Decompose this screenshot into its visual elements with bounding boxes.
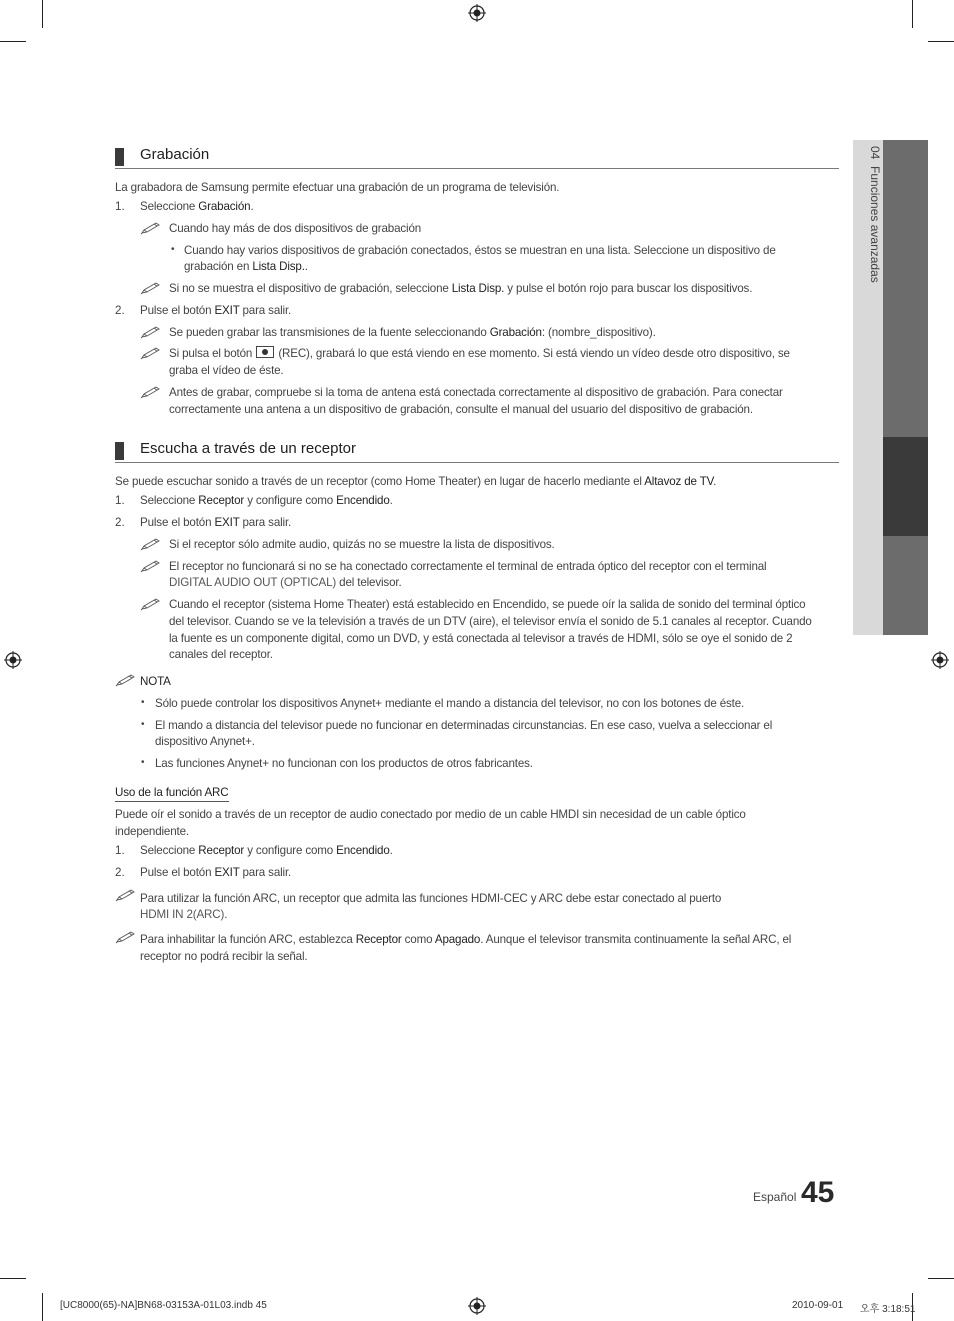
note-text: DIGITAL AUDIO OUT (OPTICAL) del televisor. <box>169 576 402 589</box>
note-text: la fuente es un componente digital, como un DVD, y está conectada al televisor a través de HDMI, sólo se oye el sonido de 2 <box>169 632 793 645</box>
note-text: Si pulsa el botón (REC), grabará lo que está viendo en ese momento. Si está viendo un vídeo desde otro dispositivo, se <box>169 347 790 360</box>
note-text: Se pueden grabar las transmisiones de la fuente seleccionando Grabación: (nombre_dispositivo). <box>169 326 656 339</box>
step-number: 2. <box>115 516 125 529</box>
note-pen-icon <box>115 930 137 944</box>
step-text: Seleccione Grabación. <box>140 200 254 213</box>
note-text: Para inhabilitar la función ARC, establezca Receptor como Apagado. Aunque el televisor transmita continuamente la señal ARC, el <box>140 933 792 946</box>
section-title: Grabación <box>140 146 210 163</box>
nota-label: NOTA <box>140 675 171 688</box>
note-pen-icon <box>115 888 137 902</box>
note-pen-icon <box>140 346 162 360</box>
note-pen-icon <box>140 281 162 295</box>
registration-mark-icon <box>468 1297 486 1315</box>
note-text: Cuando el receptor (sistema Home Theater) está establecido en Encendido, se puede oír la salida de sonido del terminal óptico <box>169 598 806 611</box>
print-date: 2010-09-01 <box>792 1300 844 1311</box>
bullet-text: Sólo puede controlar los dispositivos Anynet+ mediante el mando a distancia del televisor, no con los botones de éste. <box>155 697 745 710</box>
step-number: 1. <box>115 200 125 213</box>
note-text: Para utilizar la función ARC, un receptor que admita las funciones HDMI-CEC y ARC debe estar conectado al puerto <box>140 892 722 905</box>
step-text: Seleccione Receptor y configure como Encendido. <box>140 844 393 857</box>
paragraph: Se puede escuchar sonido a través de un receptor (como Home Theater) en lugar de hacerlo mediante el Altavoz de TV. <box>115 475 717 488</box>
section-heading-grabacion <box>115 146 839 169</box>
subsection-title: Uso de la función ARC <box>115 784 229 802</box>
crop-mark <box>928 1278 954 1279</box>
note-text: Si el receptor sólo admite audio, quizás no se muestre la lista de dispositivos. <box>169 538 555 551</box>
page-number: 45 <box>801 1176 835 1209</box>
crop-mark <box>0 1278 26 1279</box>
crop-mark <box>912 0 913 28</box>
page-language: Español <box>753 1190 797 1204</box>
note-pen-icon <box>140 325 162 339</box>
bullet-text: dispositivo Anynet+. <box>155 735 255 748</box>
note-text: HDMI IN 2(ARC). <box>140 908 228 921</box>
heading-bar <box>115 442 124 460</box>
note-text: Cuando hay más de dos dispositivos de grabación <box>169 222 422 235</box>
note-text: El receptor no funcionará si no se ha conectado correctamente el terminal de entrada óptico del receptor con el terminal <box>169 560 767 573</box>
step-text: Pulse el botón EXIT para salir. <box>140 304 292 317</box>
heading-bar <box>115 148 124 166</box>
note-pen-icon <box>140 559 162 573</box>
note-text: Antes de grabar, compruebe si la toma de antena está conectada correctamente al dispositivo de grabación. Para conectar <box>169 386 783 399</box>
paragraph: independiente. <box>115 825 189 838</box>
chapter-tab <box>883 140 928 437</box>
note-pen-icon <box>115 673 137 687</box>
rec-button-icon <box>256 346 274 358</box>
step-number: 1. <box>115 494 125 507</box>
crop-mark <box>928 41 954 42</box>
note-text: Si no se muestra el dispositivo de grabación, seleccione Lista Disp. y pulse el botón rojo para buscar los dispositivos. <box>169 282 753 295</box>
note-text: graba el vídeo de éste. <box>169 364 284 377</box>
note-pen-icon <box>140 221 162 235</box>
note-text: receptor no podrá recibir la señal. <box>140 950 308 963</box>
step-text: Pulse el botón EXIT para salir. <box>140 866 292 879</box>
print-time: 오후 3:18:51 <box>860 1304 916 1315</box>
print-file-info: [UC8000(65)-NA]BN68-03153A-01L03.indb 45 <box>60 1300 267 1311</box>
section-title: Escucha a través de un receptor <box>140 440 356 457</box>
paragraph: La grabadora de Samsung permite efectuar una grabación de un programa de televisión. <box>115 181 560 194</box>
note-pen-icon <box>140 385 162 399</box>
paragraph: Puede oír el sonido a través de un receptor de audio conectado por medio de un cable HMDI sin necesidad de un cable óptico <box>115 808 746 821</box>
registration-mark-icon <box>4 651 22 669</box>
bullet: • <box>141 719 145 730</box>
crop-mark <box>0 41 26 42</box>
section-heading-receptor <box>115 440 839 463</box>
bullet-text: Las funciones Anynet+ no funcionan con los productos de otros fabricantes. <box>155 757 533 770</box>
bullet: • <box>141 697 145 708</box>
step-text: Seleccione Receptor y configure como Encendido. <box>140 494 393 507</box>
note-text: correctamente una antena a un dispositivo de grabación, consulte el manual del usuario del dispositivo de grabación. <box>169 403 753 416</box>
chapter-tab-active <box>883 437 928 536</box>
bullet: • <box>171 244 175 255</box>
chapter-tab <box>883 536 928 635</box>
note-text: canales del receptor. <box>169 648 273 661</box>
note-text: del televisor. Cuando se ve la televisión a través de un DTV (aire), el televisor envía el sonido de 5.1 canales al receptor. Cuando <box>169 615 812 628</box>
bullet-text: El mando a distancia del televisor puede no funcionar en determinadas circunstancias. En ese caso, vuelva a seleccionar el <box>155 719 773 732</box>
crop-mark <box>42 0 43 28</box>
bullet-text: Cuando hay varios dispositivos de grabación conectados, éstos se muestran en una lista. Seleccione un dispositivo de <box>184 244 776 257</box>
chapter-label: 04 Funciones avanzadas <box>868 146 882 283</box>
registration-mark-icon <box>931 651 949 669</box>
bullet-text: grabación en Lista Disp.. <box>184 260 308 273</box>
bullet: • <box>141 757 145 768</box>
note-pen-icon <box>140 597 162 611</box>
note-pen-icon <box>140 537 162 551</box>
step-text: Pulse el botón EXIT para salir. <box>140 516 292 529</box>
step-number: 2. <box>115 866 125 879</box>
step-number: 2. <box>115 304 125 317</box>
crop-mark <box>42 1293 43 1321</box>
step-number: 1. <box>115 844 125 857</box>
registration-mark-icon <box>468 4 486 22</box>
